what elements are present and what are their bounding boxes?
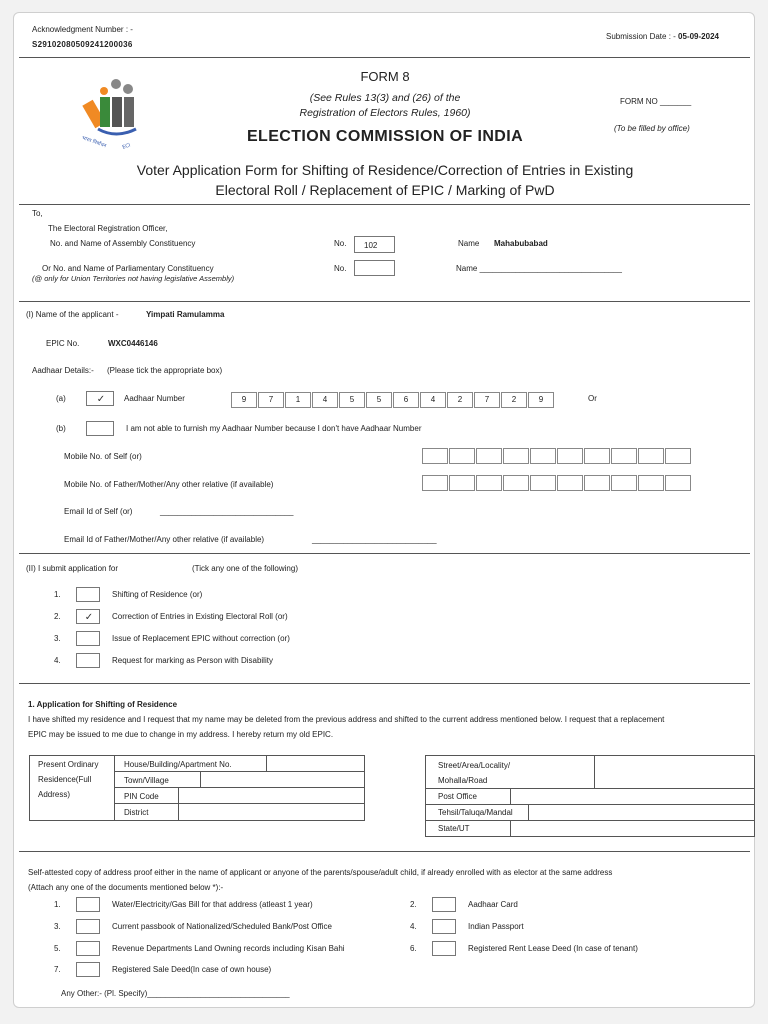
document-option-label: Aadhaar Card <box>468 900 518 909</box>
mobile-digit-cell[interactable] <box>638 475 664 491</box>
divider <box>19 683 750 684</box>
svg-text:ECI: ECI <box>121 142 132 151</box>
no-aadhaar-label: I am not able to furnish my Aadhaar Number because I don't have Aadhaar Number <box>126 424 422 433</box>
aadhaar-number-cells[interactable] <box>231 392 555 408</box>
mobile-digit-cell[interactable] <box>611 475 637 491</box>
ac-label: No. and Name of Assembly Constituency <box>50 239 196 248</box>
submit-option-number: 1. <box>54 590 61 599</box>
mobile-digit-cell[interactable] <box>557 448 583 464</box>
document-option-label: Water/Electricity/Gas Bill for that address (atleast 1 year) <box>112 900 313 909</box>
document-option-number: 5. <box>54 944 61 953</box>
mobile-digit-cell[interactable] <box>449 448 475 464</box>
district-label: District <box>124 808 149 817</box>
submit-option-number: 3. <box>54 634 61 643</box>
email-relative-label: Email Id of Father/Mother/Any other relative (if available) <box>64 535 265 544</box>
aadhaar-number-label: Aadhaar Number <box>124 394 185 403</box>
submit-option-number: 4. <box>54 656 61 665</box>
aadhaar-digit-cell[interactable]: 2 <box>447 392 473 408</box>
pin-label: PIN Code <box>124 792 159 801</box>
email-self-field[interactable]: ______________________________ <box>160 507 294 516</box>
aadhaar-digit-cell[interactable]: 9 <box>528 392 554 408</box>
pc-label: Or No. and Name of Parliamentary Constituency <box>42 264 214 273</box>
document-option-number: 3. <box>54 922 61 931</box>
present-label-3: Address) <box>38 790 71 799</box>
document-option-checkbox[interactable] <box>76 941 100 956</box>
mobile-digit-cell[interactable] <box>665 475 691 491</box>
document-option-number: 1. <box>54 900 61 909</box>
town-label: Town/Village <box>124 776 169 785</box>
form-sheet <box>13 12 755 1008</box>
applicant-name: Yimpati Ramulamma <box>146 310 225 319</box>
ack-number: S29102080509241200036 <box>32 40 133 49</box>
document-option-checkbox[interactable] <box>76 897 100 912</box>
document-option-label: Revenue Departments Land Owning records including Kisan Bahi <box>112 944 345 953</box>
ac-name-value: Mahabubabad <box>494 239 548 248</box>
aadhaar-number-checkbox[interactable]: ✓ <box>86 391 114 406</box>
mobile-digit-cell[interactable] <box>665 448 691 464</box>
submit-option-label: Issue of Replacement EPIC without correction (or) <box>112 634 290 643</box>
office-note: (To be filled by office) <box>614 124 690 133</box>
shifting-para-2: EPIC may be issued to me due to change in my address. I hereby return my old EPIC. <box>28 730 334 739</box>
to-label: To, <box>32 209 43 218</box>
tehsil-label: Tehsil/Taluqa/Mandal <box>438 808 513 817</box>
documents-line-1: Self-attested copy of address proof either in the name of applicant or anyone of the parents/spouse/adult child, if already enrolled with as elector at the same address <box>28 868 613 877</box>
document-option-label: Registered Sale Deed(In case of own house) <box>112 965 272 974</box>
mobile-digit-cell[interactable] <box>584 475 610 491</box>
pc-no-label: No. <box>334 264 347 273</box>
post-office-label: Post Office <box>438 792 477 801</box>
mobile-digit-cell[interactable] <box>503 475 529 491</box>
aadhaar-hint: (Please tick the appropriate box) <box>107 366 223 375</box>
aadhaar-digit-cell[interactable]: 1 <box>285 392 311 408</box>
applicant-name-label: (I) Name of the applicant - <box>26 310 119 319</box>
mobile-digit-cell[interactable] <box>557 475 583 491</box>
submit-hint: (Tick any one of the following) <box>192 564 298 573</box>
street-label-2: Mohalla/Road <box>438 776 488 785</box>
street-label-1: Street/Area/Locality/ <box>438 761 511 770</box>
document-option-label: Current passbook of Nationalized/Scheduled Bank/Post Office <box>112 922 332 931</box>
mobile-self-label: Mobile No. of Self (or) <box>64 452 142 461</box>
form-title: FORM 8 <box>360 69 410 84</box>
pc-name-field: Name ________________________________ <box>456 264 622 273</box>
mobile-digit-cell[interactable] <box>449 475 475 491</box>
mobile-relative-cells[interactable] <box>422 475 692 491</box>
mobile-digit-cell[interactable] <box>530 448 556 464</box>
submit-option-checkbox[interactable] <box>76 653 100 668</box>
aadhaar-digit-cell[interactable]: 5 <box>366 392 392 408</box>
shifting-heading: 1. Application for Shifting of Residence <box>28 700 178 709</box>
aadhaar-digit-cell[interactable]: 2 <box>501 392 527 408</box>
state-label: State/UT <box>438 824 470 833</box>
ac-number-field[interactable]: 102 <box>354 236 395 253</box>
form-no: FORM NO _______ <box>620 97 692 106</box>
aadhaar-digit-cell[interactable]: 5 <box>339 392 365 408</box>
aadhaar-digit-cell[interactable]: 6 <box>393 392 419 408</box>
aadhaar-details-label: Aadhaar Details:- <box>32 366 94 375</box>
divider <box>19 204 750 205</box>
epic-label: EPIC No. <box>46 339 80 348</box>
or-label: Or <box>588 394 597 403</box>
mobile-digit-cell[interactable] <box>584 448 610 464</box>
email-relative-field[interactable]: ____________________________ <box>312 535 437 544</box>
submit-option-number: 2. <box>54 612 61 621</box>
submission-date: Submission Date : - 05-09-2024 <box>606 32 719 41</box>
document-option-number: 7. <box>54 965 61 974</box>
submit-option-label: Shifting of Residence (or) <box>112 590 203 599</box>
mobile-digit-cell[interactable] <box>530 475 556 491</box>
pc-note: (@ only for Union Territories not having legislative Assembly) <box>32 274 235 283</box>
submit-option-checkbox[interactable] <box>76 609 100 624</box>
commission-title: ELECTION COMMISSION OF INDIA <box>246 128 524 145</box>
ac-no-label: No. <box>334 239 347 248</box>
present-label-2: Residence(Full <box>38 775 92 784</box>
ack-label: Acknowledgment Number : - <box>32 25 133 34</box>
epic-number: WXC0446146 <box>108 339 158 348</box>
document-option-checkbox[interactable] <box>76 919 100 934</box>
present-label-1: Present Ordinary <box>38 760 99 769</box>
aadhaar-digit-cell[interactable]: 7 <box>258 392 284 408</box>
submit-option-label: Correction of Entries in Existing Electoral Roll (or) <box>112 612 288 621</box>
no-aadhaar-checkbox[interactable] <box>86 421 114 436</box>
divider <box>19 553 750 554</box>
svg-text:भारत निर्वाचन: भारत निर्वाचन <box>80 135 107 150</box>
document-option-checkbox[interactable] <box>76 962 100 977</box>
email-self-label: Email Id of Self (or) <box>64 507 133 516</box>
rules-line-2: Registration of Electors Rules, 1960) <box>299 107 471 119</box>
option-a-label: (a) <box>56 394 66 403</box>
mobile-self-cells[interactable] <box>422 448 692 464</box>
shifting-para-1: I have shifted my residence and I request that my name may be deleted from the previous address and shifted to the current address mentioned below. I request that a replacement <box>28 715 665 724</box>
mobile-digit-cell[interactable] <box>611 448 637 464</box>
document-option-number: 2. <box>410 900 417 909</box>
document-option-number: 4. <box>410 922 417 931</box>
aadhaar-digit-cell[interactable]: 9 <box>231 392 257 408</box>
document-option-checkbox[interactable] <box>432 919 456 934</box>
ero-label: The Electoral Registration Officer, <box>48 224 168 233</box>
option-b-label: (b) <box>56 424 66 433</box>
divider <box>19 301 750 302</box>
address-table-right <box>425 755 755 837</box>
check-icon: ✓ <box>84 612 94 623</box>
mobile-digit-cell[interactable] <box>503 448 529 464</box>
mobile-digit-cell[interactable] <box>422 448 448 464</box>
subtitle-line-2: Electoral Roll / Replacement of EPIC / Marking of PwD <box>215 182 555 198</box>
submit-option-label: Request for marking as Person with Disability <box>112 656 273 665</box>
submit-option-checkbox[interactable] <box>76 587 100 602</box>
document-option-label: Registered Rent Lease Deed (In case of tenant) <box>468 944 638 953</box>
mobile-digit-cell[interactable] <box>422 475 448 491</box>
other-document-field[interactable]: Any Other:- (Pl. Specify)________________________________ <box>61 989 290 998</box>
documents-line-2: (Attach any one of the documents mentioned below *):- <box>28 883 224 892</box>
house-label: House/Building/Apartment No. <box>124 760 232 769</box>
divider <box>19 851 750 852</box>
submit-option-checkbox[interactable] <box>76 631 100 646</box>
document-option-checkbox[interactable] <box>432 897 456 912</box>
document-option-label: Indian Passport <box>468 922 524 931</box>
divider <box>19 57 750 58</box>
document-option-checkbox[interactable] <box>432 941 456 956</box>
subtitle-line-1: Voter Application Form for Shifting of Residence/Correction of Entries in Existing <box>136 162 634 178</box>
aadhaar-digit-cell[interactable]: 4 <box>420 392 446 408</box>
aadhaar-digit-cell[interactable]: 7 <box>474 392 500 408</box>
aadhaar-digit-cell[interactable]: 4 <box>312 392 338 408</box>
submit-label: (II) I submit application for <box>26 564 119 573</box>
document-option-number: 6. <box>410 944 417 953</box>
mobile-digit-cell[interactable] <box>476 475 502 491</box>
address-table-left <box>29 755 365 821</box>
pc-number-field[interactable] <box>354 260 395 276</box>
mobile-relative-label: Mobile No. of Father/Mother/Any other relative (if available) <box>64 480 274 489</box>
mobile-digit-cell[interactable] <box>476 448 502 464</box>
ac-name-label: Name <box>458 239 480 248</box>
mobile-digit-cell[interactable] <box>638 448 664 464</box>
rules-line-1: (See Rules 13(3) and (26) of the <box>309 92 461 104</box>
